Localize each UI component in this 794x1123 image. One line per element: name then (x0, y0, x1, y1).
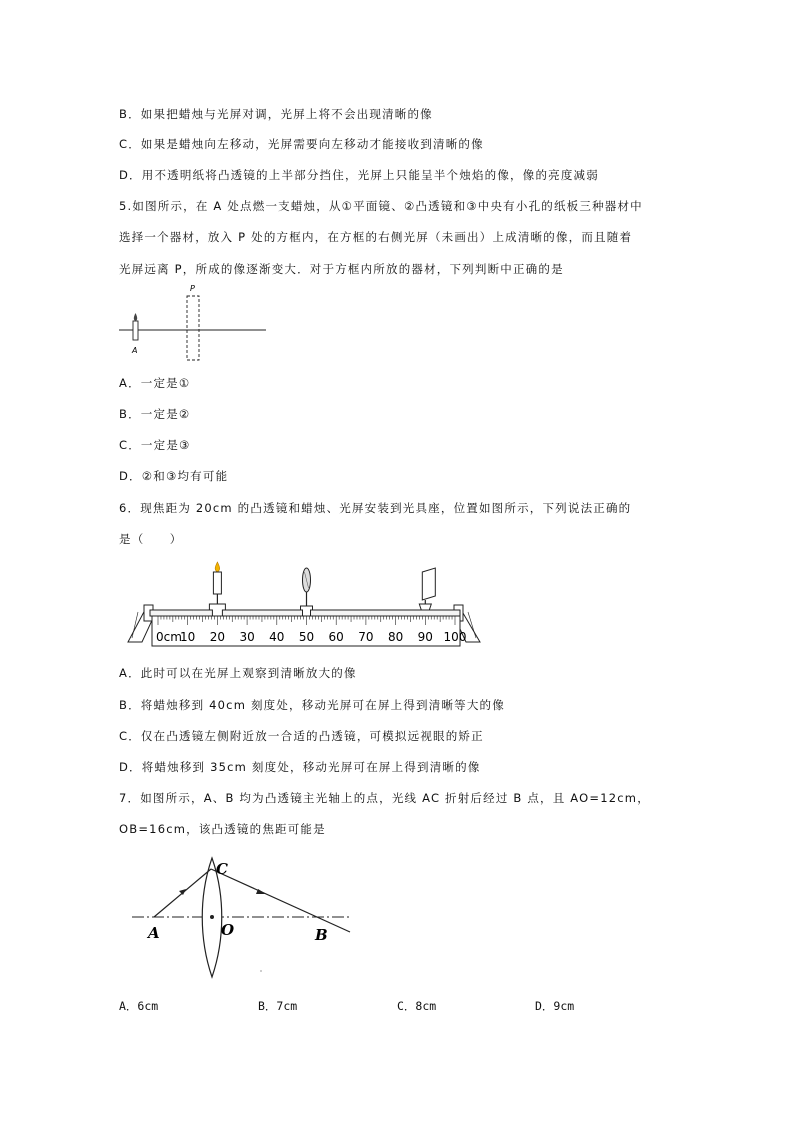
q5-box-p (187, 296, 199, 360)
q7-option-c: C．8cm (397, 999, 437, 1013)
q6-option-c: C．仅在凸透镜左侧附近放一合适的凸透镜，可模拟远视眼的矫正 (119, 729, 484, 743)
q6-option-d: D．将蜡烛移到 35cm 刻度处，移动光屏可在屏上得到清晰的像 (119, 760, 481, 774)
q6-lens (301, 568, 313, 616)
ruler-label: 40 (269, 630, 285, 644)
q5-option-c: C．一定是③ (119, 438, 191, 452)
q6-candle (209, 562, 225, 616)
ruler-label: 70 (358, 630, 374, 644)
q7-option-d: D．9cm (535, 999, 575, 1013)
q7-label-c: C (216, 860, 228, 878)
q5-option-d: D．②和③均有可能 (119, 469, 229, 483)
q7-optical-center (210, 915, 214, 919)
q7-stem-line-1: 7．如图所示，A、B 均为凸透镜主光轴上的点，光线 AC 折射后经过 B 点，且 AO=12cm， (119, 791, 650, 805)
q7-stem-line-2: OB=16cm，该凸透镜的焦距可能是 (119, 822, 326, 836)
q6-optical-bench-figure (128, 560, 488, 650)
q5-label-a: A (132, 346, 138, 355)
q7-label-b: B (315, 926, 328, 944)
q5-label-p: P (190, 284, 195, 293)
ruler-label: 80 (387, 630, 404, 644)
q5-candle (133, 321, 138, 340)
q5-candle-flame (134, 313, 137, 321)
q6-option-a: A．此时可以在光屏上观察到清晰放大的像 (119, 666, 357, 680)
ruler-label: 10 (180, 630, 196, 644)
q7-label-a: A (148, 924, 160, 942)
ruler-label: 0cm (156, 630, 182, 644)
q7-option-a: A．6cm (119, 999, 159, 1013)
q6-option-b: B．将蜡烛移到 40cm 刻度处，移动光屏可在屏上得到清晰等大的像 (119, 698, 505, 712)
q5-option-a: A．一定是① (119, 376, 191, 390)
q4-option-d: D．用不透明纸将凸透镜的上半部分挡住，光屏上只能呈半个烛焰的像，像的亮度减弱 (119, 168, 599, 182)
q7-option-b: B．7cm (258, 999, 298, 1013)
q6-stem-line-1: 6．现焦距为 20cm 的凸透镜和蜡烛、光屏安装到光具座，位置如图所示，下列说法正确的 (119, 501, 632, 515)
q6-screen (419, 568, 435, 610)
ruler-label: 60 (328, 630, 344, 644)
ruler-label: 50 (298, 630, 315, 644)
q5-figure (119, 283, 269, 363)
ruler-label: 30 (239, 630, 255, 644)
q7-lens-ray-figure (128, 850, 368, 980)
q5-stem-line-3: 光屏远离 P，所成的像逐渐变大．对于方框内所放的器材，下列判断中正确的是 (119, 262, 564, 276)
q4-option-b: B．如果把蜡烛与光屏对调，光屏上将不会出现清晰的像 (119, 107, 433, 121)
ruler-label: 90 (417, 630, 433, 644)
q5-stem-line-2: 选择一个器材，放入 P 处的方框内，在方框的右侧光屏（未画出）上成清晰的像，而且随着 (119, 230, 633, 244)
ruler-label: 20 (209, 630, 226, 644)
ruler-label: 100 (443, 630, 467, 644)
q5-stem-line-1: 5.如图所示，在 A 处点燃一支蜡烛，从①平面镜、②凸透镜和③中央有小孔的纸板三种器材中 (119, 199, 643, 213)
q4-option-c: C．如果是蜡烛向左移动，光屏需要向左移动才能接收到清晰的像 (119, 137, 484, 151)
q7-options-row (119, 998, 679, 1016)
q5-option-b: B．一定是② (119, 407, 191, 421)
q7-label-o: O (221, 921, 235, 939)
q7-incident-arrow-icon (179, 889, 186, 895)
q6-stem-line-2: 是（ ） (119, 532, 183, 546)
